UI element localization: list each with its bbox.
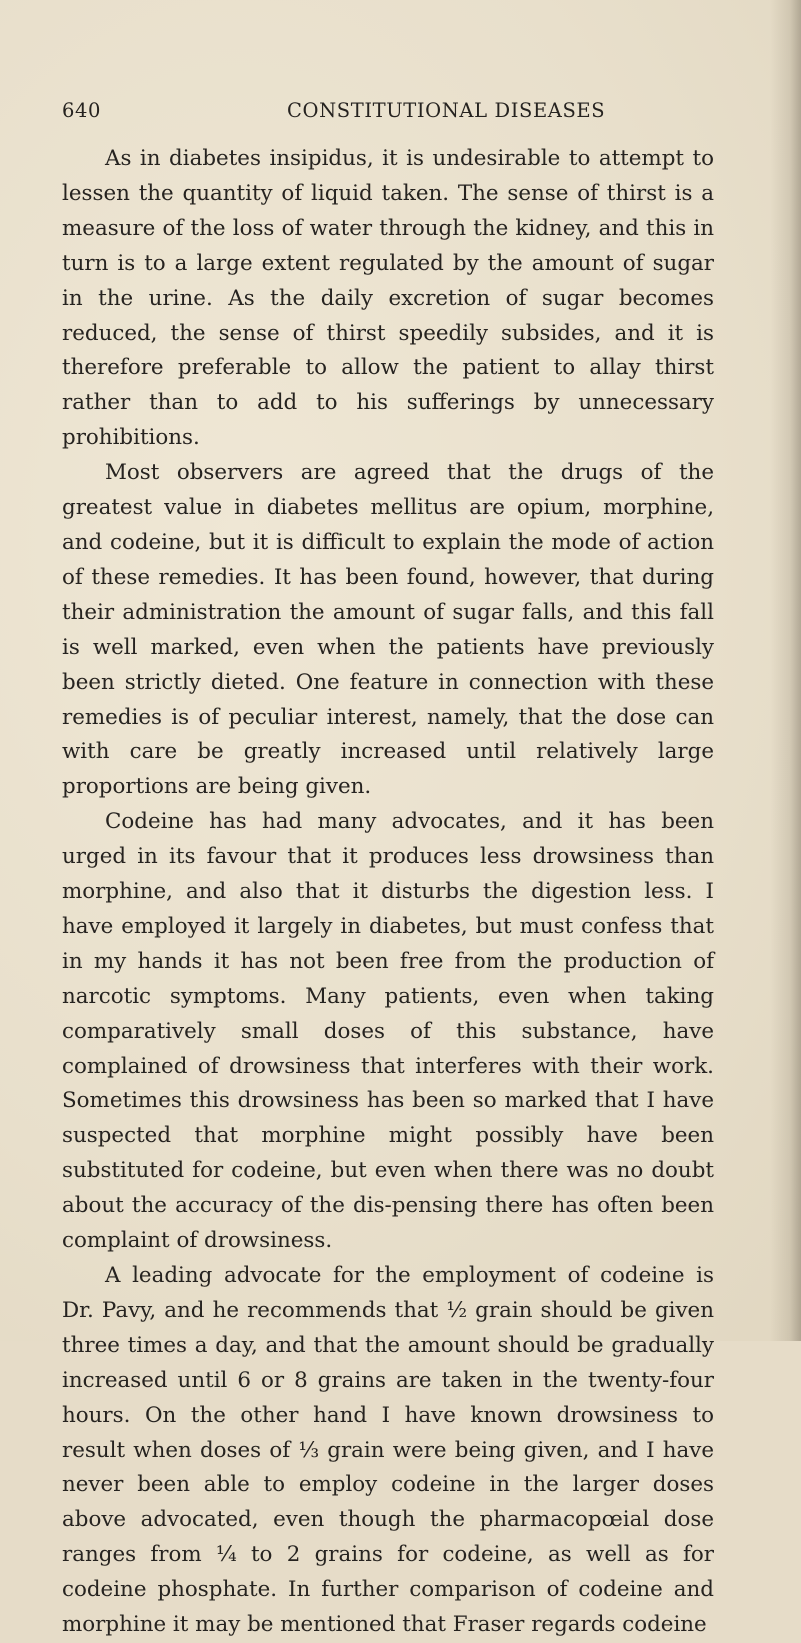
page-number: 640 xyxy=(62,99,102,122)
running-title: CONSTITUTIONAL DISEASES xyxy=(287,99,606,122)
paragraph-diabetes-thirst: As in diabetes insipidus, it is undesirable to attempt to lessen the quantity of liquid taken. The sense of thirst is a measure of the loss of water through the kidney, and this in turn is to a large extent regulated by the amount of sugar in the urine. As the daily excretion of sugar becomes reduced, the sense of thirst speedily subsides, and it is therefore preferable to allow the patient to allay thirst rather than to add to his sufferings by unnecessary prohibitions. xyxy=(62,146,714,451)
page-header xyxy=(62,99,712,133)
paragraph-drug-value: Most observers are agreed that the drugs of the greatest value in diabetes mellitus are opium, morphine, and codeine, but it is difficult to explain the mode of action of these remedies. It has been found, however, that during their administration the amount of sugar falls, and this fall is well marked, even when the patients have previously been strictly dieted. One feature in connection with these remedies is of peculiar interest, namely, that the dose can with care be greatly increased until relatively large proportions are being given. xyxy=(62,460,714,800)
paragraph-codeine-dosage: A leading advocate for the employment of codeine is Dr. Pavy, and he recommends that ½ grain should be given three times a day, and that the amount should be gradually increased until 6 or 8 grains are taken in the twenty-four hours. On the other hand I have known drowsiness to result when doses of ⅓ grain were being given, and I have never been able to employ codeine in the larger doses above advocated, even though the pharmacopœial dose ranges from ¼ to 2 grains for codeine, as well as for codeine phosphate. In further comparison of codeine and morphine it may be mentioned that Fraser regards codeine xyxy=(62,1263,714,1638)
paragraph-codeine-advocates: Codeine has had many advocates, and it has been urged in its favour that it produces less drowsiness than morphine, and also that it disturbs the digestion less. I have employed it largely in diabetes, but must confess that in my hands it has not been free from the production of narcotic symptoms. Many patients, even when taking comparatively small doses of this substance, have complained of drowsiness that interferes with their work. Sometimes this drowsiness has been so marked that I have suspected that morphine might possibly have been substituted for codeine, but even when there was no doubt about the accuracy of the dis-pensing there has often been complaint of drowsiness. xyxy=(62,809,714,1254)
body-text xyxy=(62,142,714,1643)
